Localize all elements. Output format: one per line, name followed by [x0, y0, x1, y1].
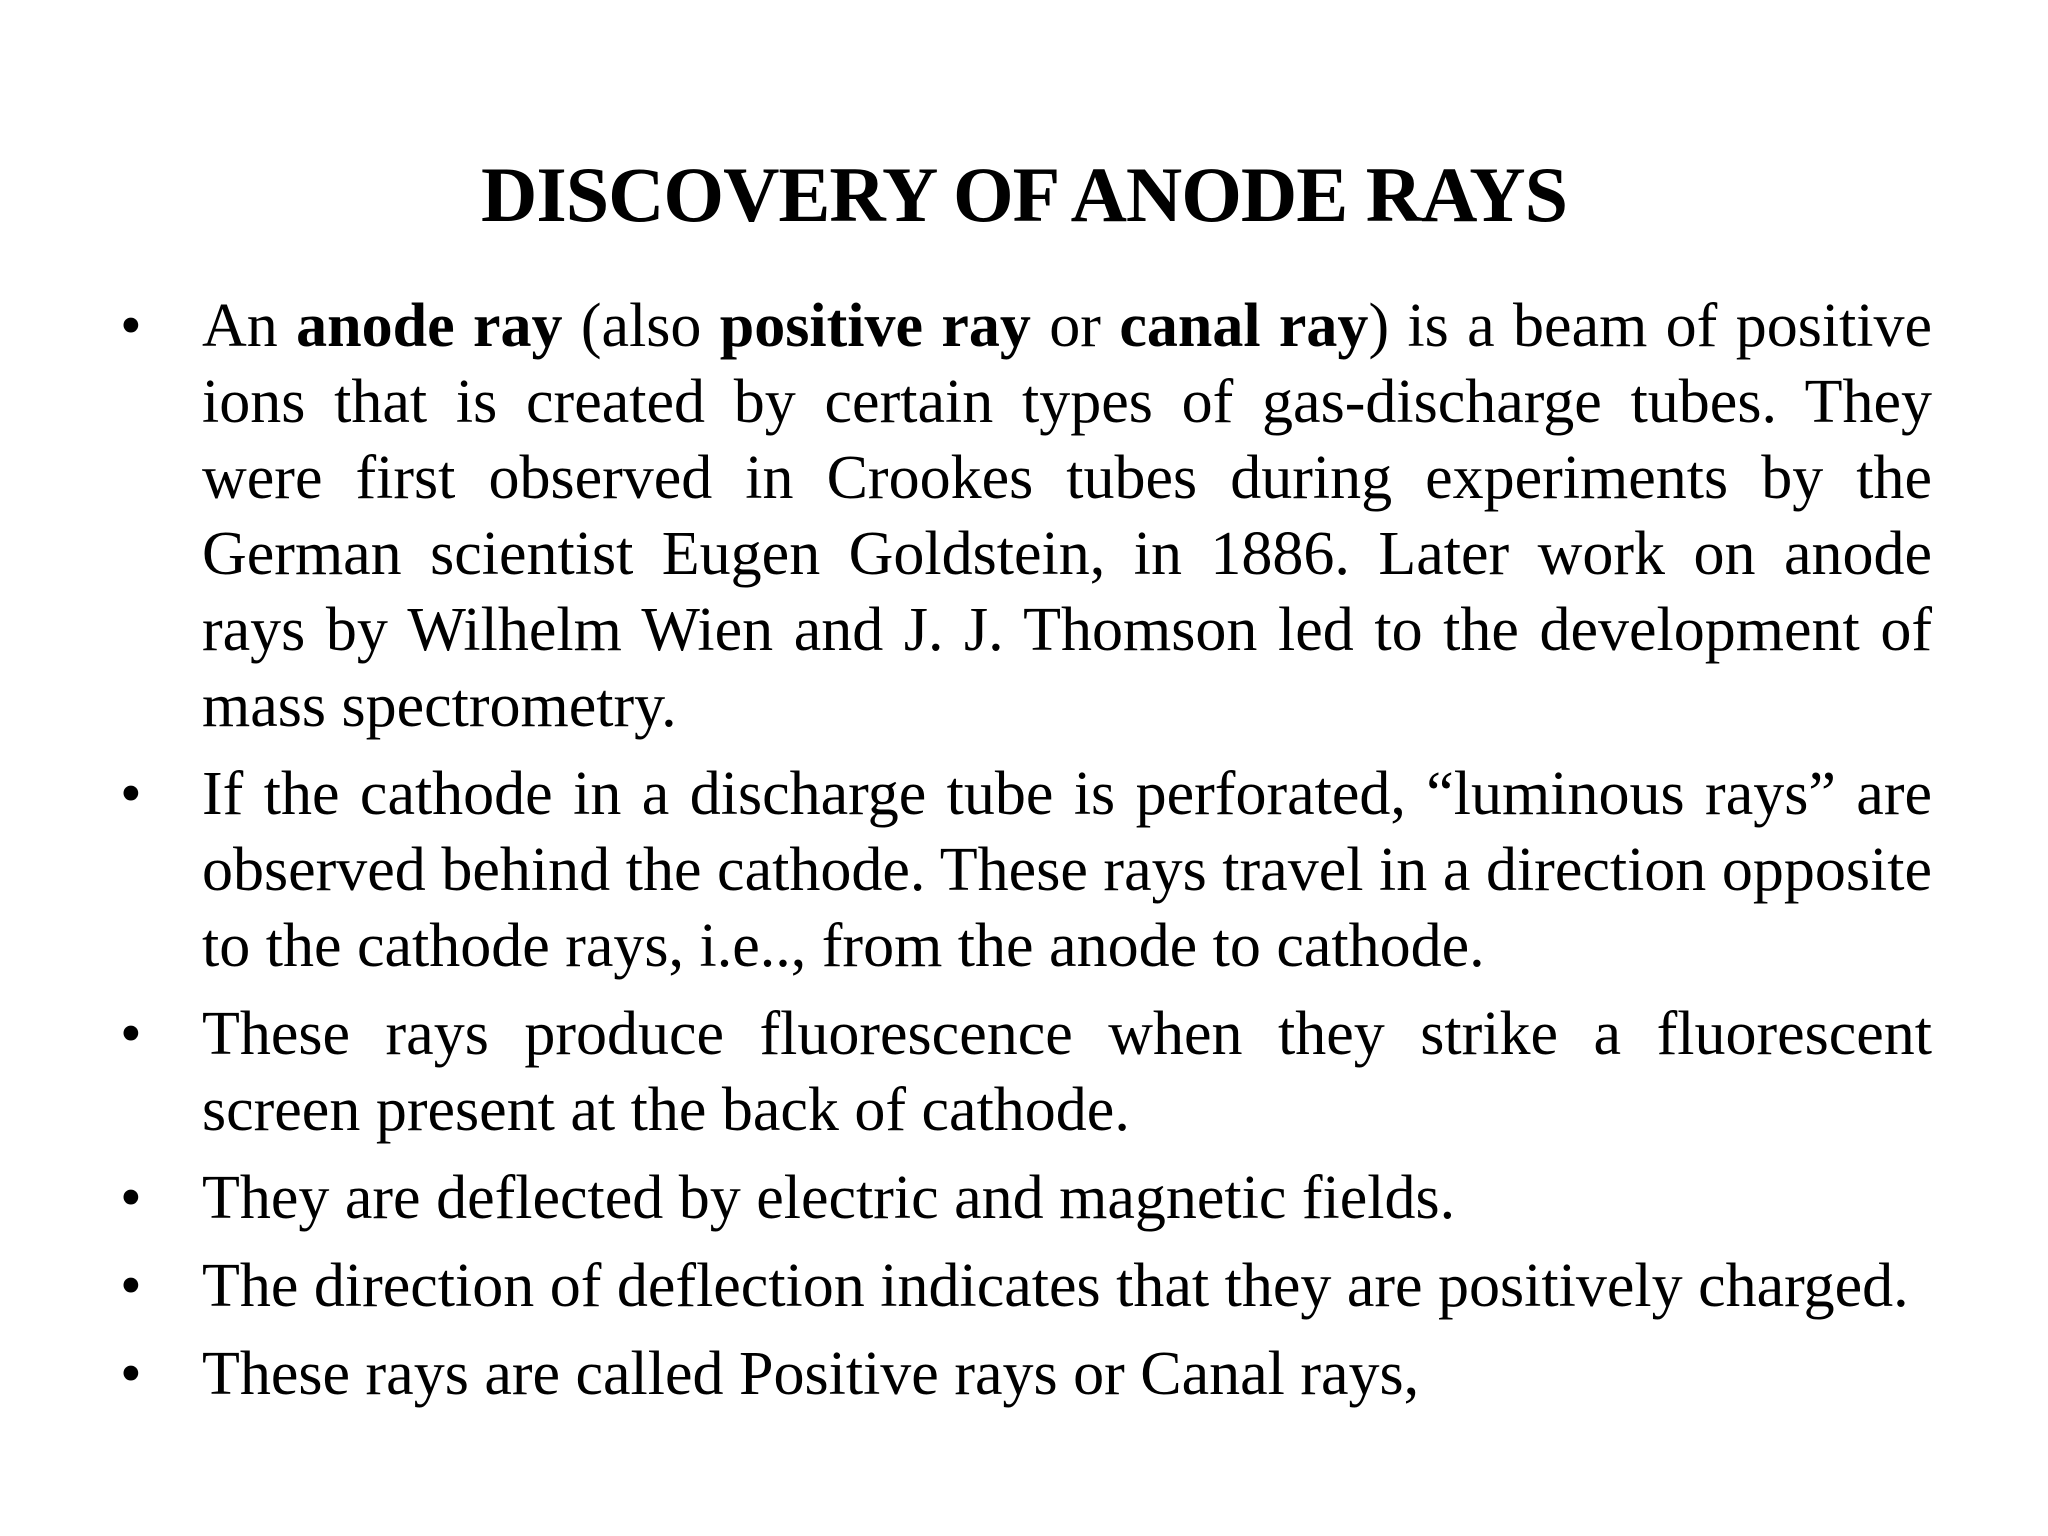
term-canal-ray: canal ray	[1119, 292, 1369, 360]
term-positive-ray: positive ray	[719, 292, 1031, 360]
bullet-text: These rays are called Positive rays or Canal rays,	[202, 1340, 1420, 1408]
bullet-text: These rays produce fluorescence when they strike a fluorescent screen present at the back of cathode.	[202, 1000, 1932, 1144]
bullet-text-segment: (also	[562, 292, 720, 360]
term-anode-ray: anode ray	[296, 292, 563, 360]
bullet-list	[120, 288, 1932, 1424]
bullet-text-segment: ) is a beam of positive ions that is created by certain types of gas-discharge tubes. They were first observed in Crookes tubes during experiments by the German scientist Eugen Goldstein, in 1886. Later work on anode rays by Wilhelm Wien and J. J. Thomson led to the development of mass spectrometry.	[202, 292, 1933, 740]
bullet-text-segment: An	[202, 292, 297, 360]
bullet-item-anode-ray-definition	[120, 288, 1932, 744]
slide-title: DISCOVERY OF ANODE RAYS	[481, 151, 1567, 238]
bullet-item-deflection	[120, 1160, 1932, 1236]
bullet-text: They are deflected by electric and magnetic fields.	[202, 1164, 1456, 1232]
bullet-icon: •	[120, 292, 142, 360]
bullet-icon: •	[120, 1164, 142, 1232]
bullet-icon: •	[120, 1252, 142, 1320]
bullet-item-positive-charge	[120, 1248, 1932, 1324]
bullet-icon: •	[120, 1340, 142, 1408]
bullet-text: If the cathode in a discharge tube is perforated, “luminous rays” are observed behind the cathode. These rays travel in a direction opposite to the cathode rays, i.e.., from the anode to cathode.	[202, 760, 1932, 980]
bullet-text: The direction of deflection indicates that they are positively charged.	[202, 1252, 1909, 1320]
bullet-item-fluorescence	[120, 996, 1932, 1148]
bullet-icon: •	[120, 1000, 142, 1068]
bullet-item-perforated-cathode	[120, 756, 1932, 984]
bullet-item-names	[120, 1336, 1932, 1412]
bullet-text-segment: or	[1030, 292, 1120, 360]
bullet-icon: •	[120, 760, 142, 828]
